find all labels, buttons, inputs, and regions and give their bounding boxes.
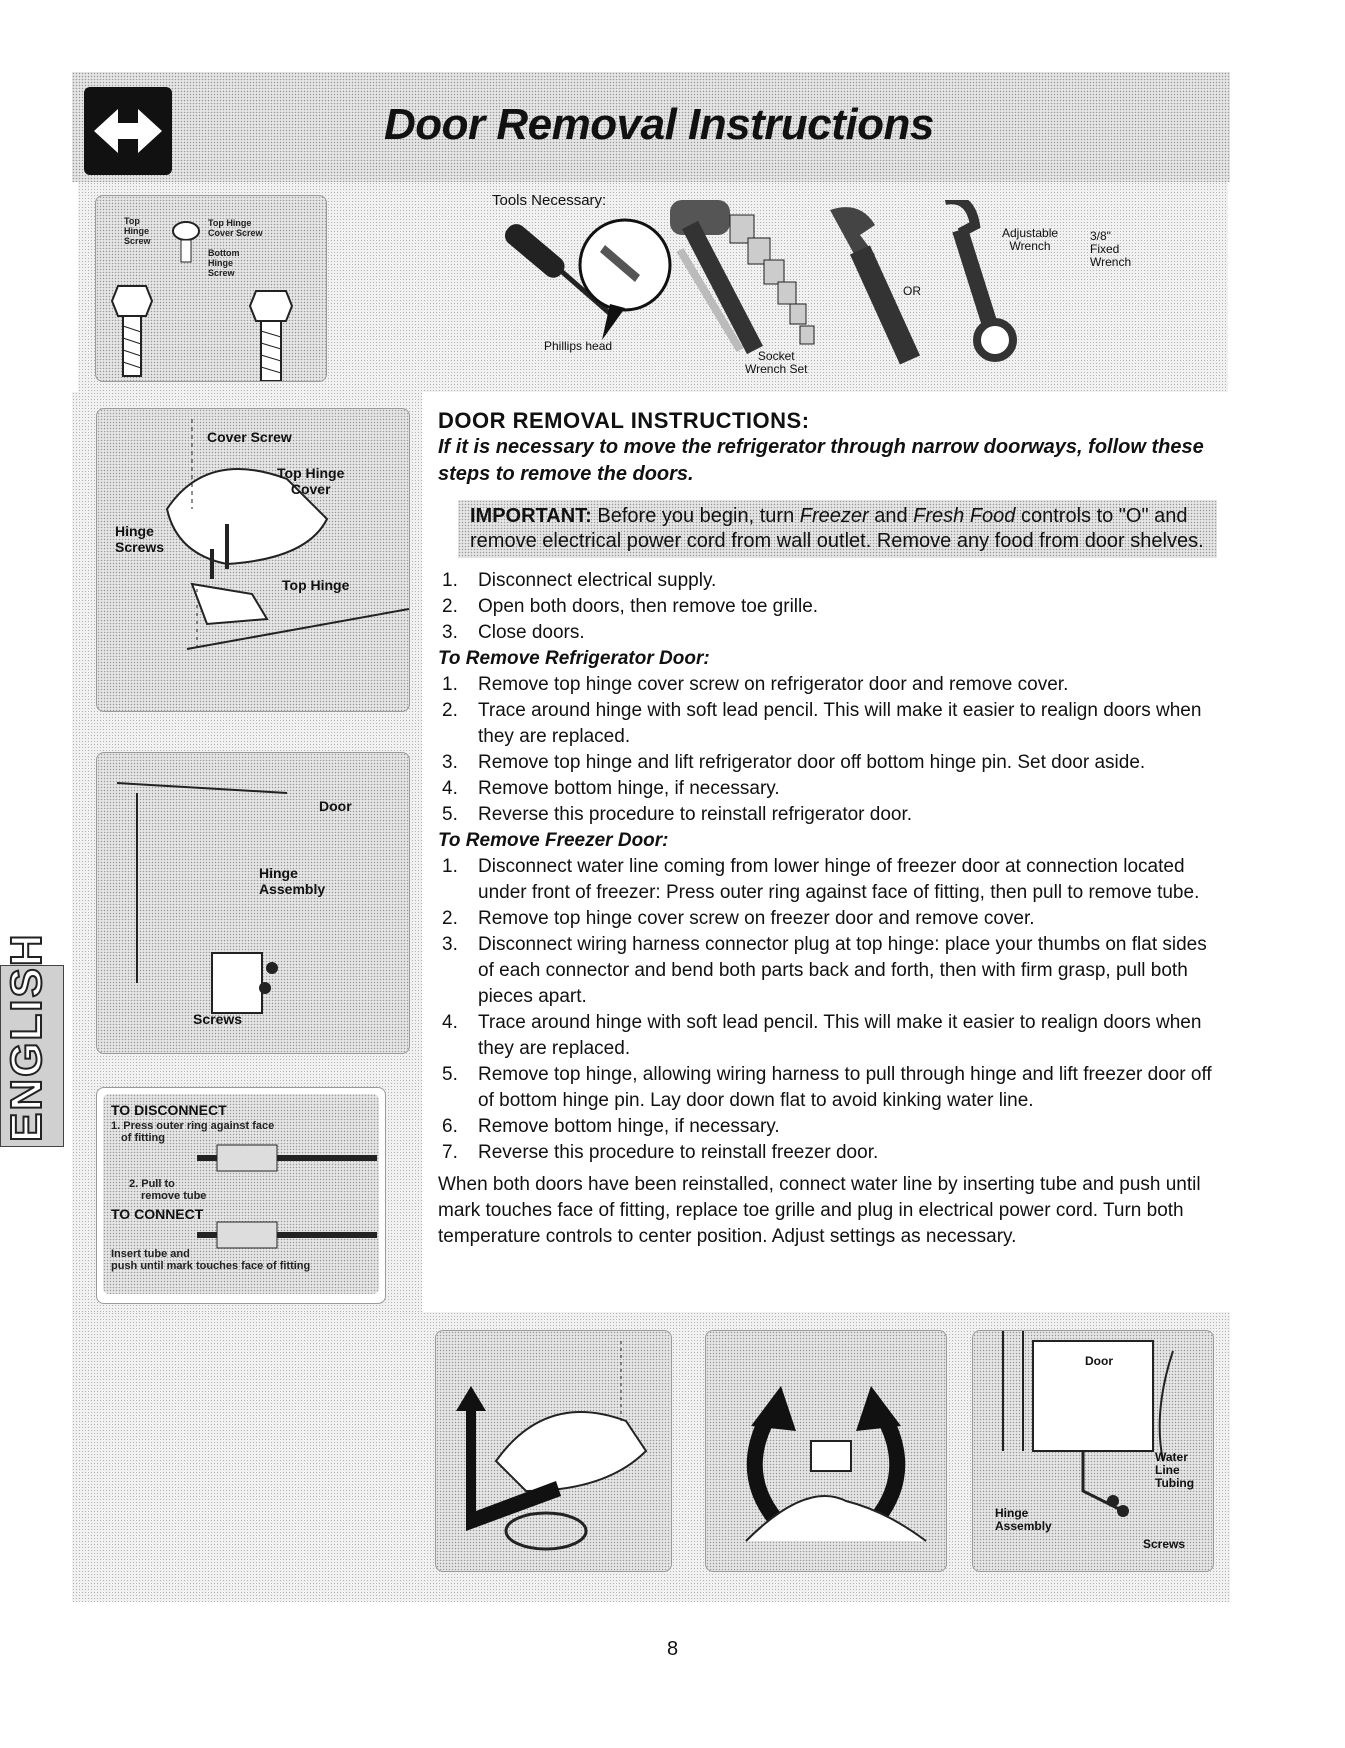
list-item: 3. Close doors. [442,622,585,643]
bottom-hinge-illustration [96,752,410,1054]
list-item: 2. Trace around hinge with soft lead pencil. This will make it easier to realign doors when they are replaced. [442,700,1202,747]
list-item: 5. Remove top hinge, allowing wiring harness to pull through hinge and lift freezer door off of bottom hinge pin. Lay door down flat to avoid kinking water line. [442,1064,1212,1111]
water-line-tubing-label: Water Line Tubing [1155,1450,1195,1490]
freezer-steps [438,854,1218,1166]
closing-paragraph: When both doors have been reinstalled, connect water line by inserting tube and push until mark touches face of fitting, replace toe grille and plug in electrical power cord. Turn both temperature controls to center position. Adjust settings as necessary. [438,1174,1201,1247]
head-label: head [585,339,613,353]
adjustable-wrench-icon [830,207,910,360]
list-item: 1. Disconnect water line coming from lower hinge of freezer door at connection located under front of freezer: Press outer ring against face of fitting, then pull to remove tube. [442,856,1200,903]
refrigerator-door-title: To Remove Refrigerator Door: [438,648,710,669]
phillips-label: Phillips [544,339,583,353]
list-item: 2. Open both doors, then remove toe grille. [442,596,819,617]
water-line-connect-box [96,1087,386,1304]
hinge-screws-label: Hinge Screws [115,523,165,555]
water-line-illustration [972,1330,1214,1572]
disconnect-harness-illustration [705,1330,947,1572]
language-tab-label [2,1084,52,1142]
lift-hinge-drawing [436,1331,671,1571]
hinge-assembly-label: Hinge Assembly [259,865,326,897]
screws-label: Screws [1143,1537,1186,1551]
list-item: 7. Reverse this procedure to reinstall freezer door. [442,1142,879,1163]
door-label: Door [1085,1354,1113,1368]
disconnect-step-2: 2. Pull to remove tube [129,1178,207,1202]
tools-illustration [490,200,1210,385]
top-hinge-cover-label: Top Hinge Cover [277,465,345,497]
freezer-door-title: To Remove Freezer Door: [438,830,669,851]
top-hinge-label: Top Hinge [282,577,350,593]
door-label: Door [319,798,352,814]
connect-title: TO CONNECT [111,1206,204,1222]
list-item: 6. Remove bottom hinge, if necessary. [442,1116,780,1137]
screw-icon [173,222,199,262]
fixed-wrench-label: 3/8" Fixed Wrench [1090,229,1132,269]
connect-instruction: Insert tube and push until mark touches face of fitting [111,1248,311,1272]
screw-icon [250,291,292,381]
hinge-assembly-label: Hinge Assembly [995,1506,1052,1533]
list-item: 4. Trace around hinge with soft lead pencil. This will make it easier to realign doors when they are replaced. [442,1012,1202,1059]
phillips-bit-icon [580,220,670,340]
page-number: 8 [666,1638,679,1660]
list-item: 5. Reverse this procedure to reinstall refrigerator door. [442,804,913,825]
important-note: IMPORTANT: Before you begin, turn Freezer and Fresh Food controls to "O" and remove electrical power cord from wall outlet. Remove any food from door shelves. [458,500,1217,558]
fitting-icon [197,1143,377,1173]
socket-wrench-icon [670,200,814,350]
disconnect-title: TO DISCONNECT [111,1102,227,1118]
fixed-wrench-icon [945,200,1013,358]
list-item: 1. Remove top hinge cover screw on refrigerator door and remove cover. [442,674,1069,695]
list-item: 2. Remove top hinge cover screw on freezer door and remove cover. [442,908,1035,929]
general-steps [438,568,1218,646]
list-item: 1. Disconnect electrical supply. [442,570,717,591]
screws-label: Screws [193,1011,243,1027]
hinge-cover-drawing [97,409,409,711]
top-hinge-illustration [96,408,410,712]
socket-wrench-set-label: Socket Wrench Set [745,349,808,376]
list-item: 3. Remove top hinge and lift refrigerator door off bottom hinge pin. Set door aside. [442,752,1146,773]
refrigerator-steps [438,672,1218,828]
lift-door-illustration [435,1330,672,1572]
top-hinge-cover-screw-label: Top Hinge Cover Screw [208,218,263,238]
tools-label: Tools Necessary: [492,192,607,209]
list-item: 4. Remove bottom hinge, if necessary. [442,778,780,799]
screw-icon [112,286,152,376]
instructions-heading: DOOR REMOVAL INSTRUCTIONS: [438,408,810,433]
list-item: 3. Disconnect wiring harness connector plug at top hinge: place your thumbs on flat sides of each connector and bend both parts back and forth, then with firm grasp, pull both pieces apart. [442,934,1207,1007]
door-hinge-drawing [97,753,409,1053]
fitting-icon [197,1220,377,1250]
hardware-panel [95,195,327,382]
top-hinge-screw-label: Top Hinge Screw [124,216,151,246]
page-title: Door Removal Instructions [384,100,934,149]
adjustable-wrench-label: Adjustable Wrench [1002,226,1059,253]
or-label: OR [903,284,921,298]
cover-screw-label: Cover Screw [207,429,292,445]
instructions-lead: If it is necessary to move the refrigerator through narrow doorways, follow these steps to remove the doors. [438,436,1204,485]
double-arrow-icon [84,87,172,175]
bottom-hinge-screw-label: Bottom Hinge Screw [208,248,240,278]
disconnect-step-1: 1. Press outer ring against face of fitting [111,1120,275,1144]
instructions-panel [438,408,1218,1250]
hands-harness-drawing [706,1331,946,1571]
